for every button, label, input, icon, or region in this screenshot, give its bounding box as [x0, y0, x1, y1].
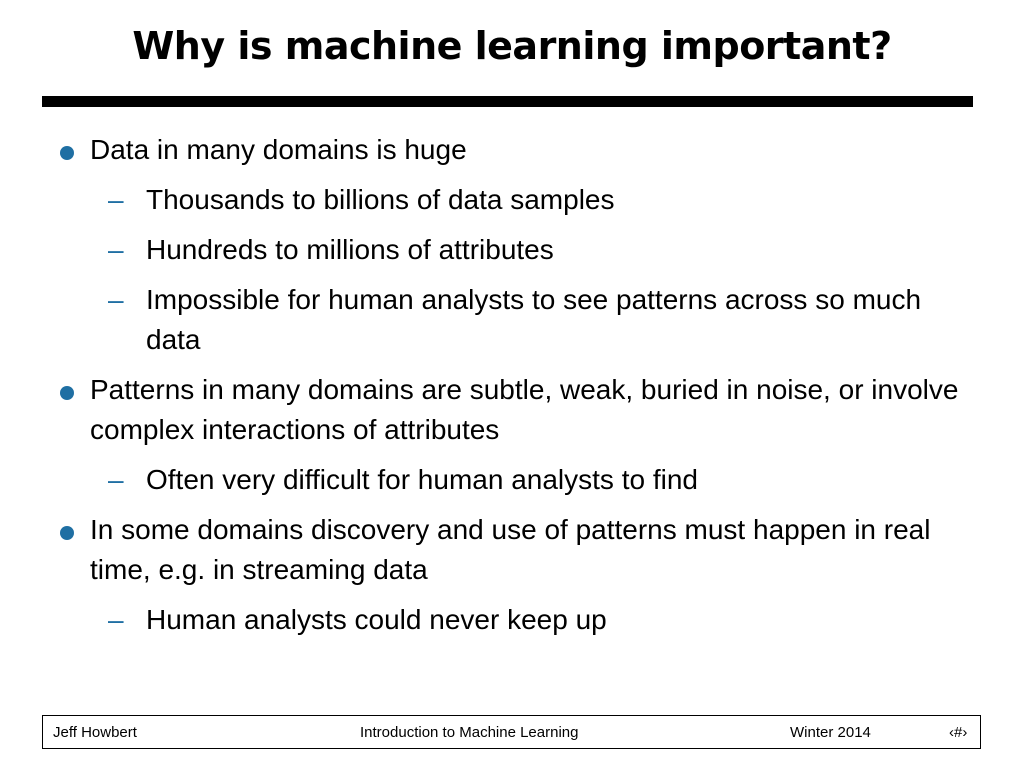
sub-bullet-item [50, 230, 970, 270]
sub-bullet-text: Impossible for human analysts to see patterns across so much data [146, 284, 922, 355]
dash-icon: – [108, 184, 124, 215]
sub-bullet-text: Hundreds to millions of attributes [146, 234, 554, 265]
footer-course: Introduction to Machine Learning [360, 724, 579, 741]
footer-page-number: ‹#› [949, 724, 968, 741]
sub-bullet-item [50, 280, 970, 360]
dash-icon: – [108, 234, 124, 265]
bullet-item [50, 370, 970, 450]
sub-bullet-text: Often very difficult for human analysts to find [146, 464, 698, 495]
bullet-text: Patterns in many domains are subtle, weak, buried in noise, or involve complex interactions of attributes [90, 374, 959, 445]
bullet-text: Data in many domains is huge [90, 134, 467, 165]
sub-bullet-item [50, 180, 970, 220]
bullet-dot-icon [60, 146, 74, 160]
bullet-dot-icon [60, 386, 74, 400]
dash-icon: – [108, 284, 124, 315]
sub-bullet-text: Thousands to billions of data samples [146, 184, 615, 215]
sub-bullet-item [50, 460, 970, 500]
sub-bullet-item [50, 600, 970, 640]
bullet-item [50, 510, 970, 590]
slide-title: Why is machine learning important? [132, 24, 892, 68]
slide-footer [42, 715, 981, 749]
footer-term: Winter 2014 [790, 724, 871, 741]
bullet-text: In some domains discovery and use of patterns must happen in real time, e.g. in streaming data [90, 514, 931, 585]
title-underline [42, 96, 973, 107]
bullet-item [50, 130, 970, 170]
dash-icon: – [108, 604, 124, 635]
sub-bullet-text: Human analysts could never keep up [146, 604, 607, 635]
bullet-dot-icon [60, 526, 74, 540]
footer-author: Jeff Howbert [53, 724, 137, 741]
slide-body [50, 130, 970, 650]
dash-icon: – [108, 464, 124, 495]
